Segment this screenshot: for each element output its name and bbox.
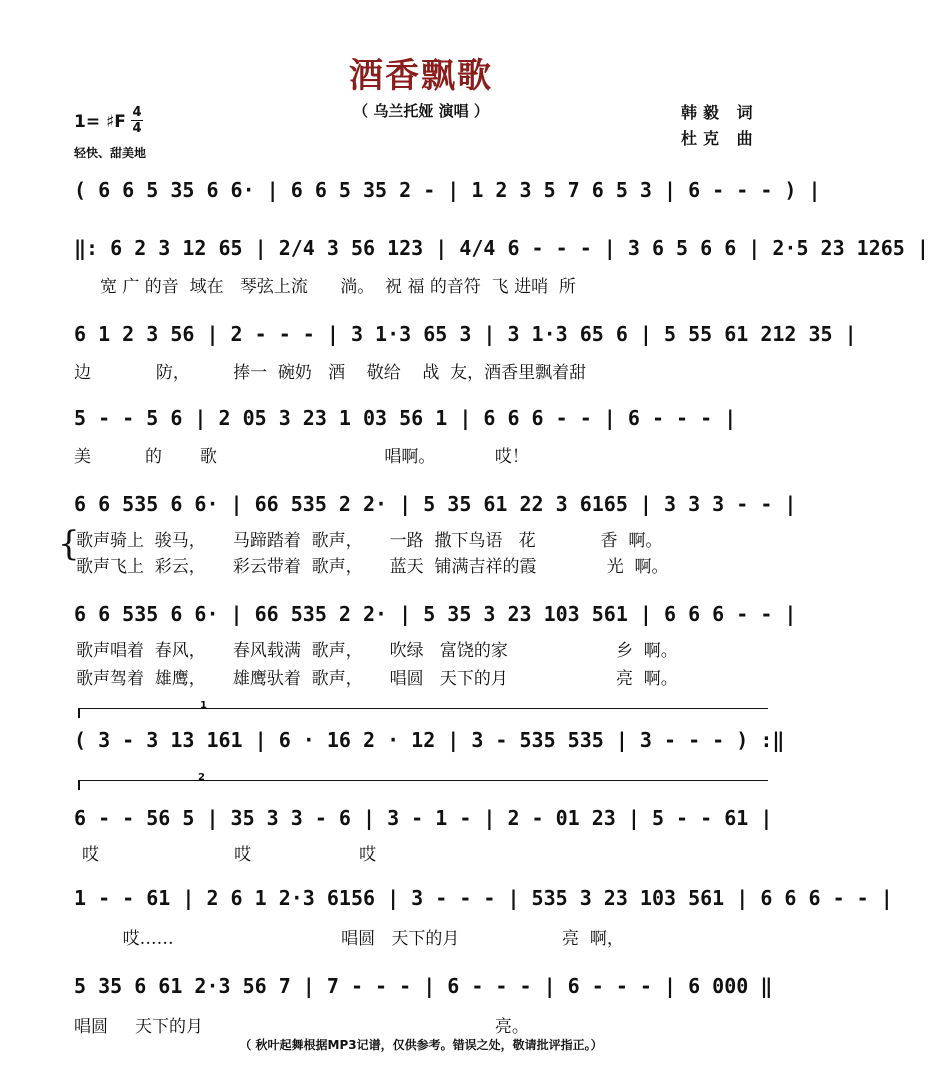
second-ending-bracket xyxy=(78,780,768,781)
transcription-note: （ 秋叶起舞根据MP3记谱，仅供参考。错误之处，敬请批评指正。） xyxy=(239,1038,603,1052)
first-ending-bracket xyxy=(78,708,768,709)
lyric-line-4: 美 的 歌 唱啊。 哎！ xyxy=(74,447,529,467)
notation-line-9: 1 - - 61 | 2 6 1 2·3 6156 | 3 - - - | 535 3 23 103 561 | 6 6 6 - - | xyxy=(74,886,893,910)
lyric-line-5a: 歌声骑上 骏马， 马蹄踏着 歌声， 一路 撒下鸟语 花 香 啊。 xyxy=(76,531,663,551)
time-signature xyxy=(131,106,143,135)
second-ending-number: 2 xyxy=(198,772,205,783)
meter-bottom: 4 xyxy=(132,121,142,136)
key-signature: 1= ♯F xyxy=(74,112,126,132)
notation-line-3: 6 1 2 3 56 | 2 - - - | 3 1·3 65 3 | 3 1·3 65 6 | 5 55 61 212 35 | xyxy=(74,322,857,346)
tempo-marking: 轻快、甜美地 xyxy=(74,146,147,160)
lyricist-credit: 韩毅 词 xyxy=(681,103,759,122)
notation-line-1: ( 6 6 5 35 6 6· | 6 6 5 35 2 - | 1 2 3 5 7 6 5 3 | 6 - - - ) | xyxy=(74,178,821,202)
notation-line-10: 5 35 6 61 2·3 56 7 | 7 - - - | 6 - - - | 6 - - - | 6 000 ‖ xyxy=(74,974,773,998)
lyric-line-5b: 歌声飞上 彩云， 彩云带着 歌声， 蓝天 铺满吉祥的霞 光 啊。 xyxy=(76,557,669,577)
singer-credit: （ 乌兰托娅 演唱 ） xyxy=(353,102,489,120)
notation-line-6: 6 6 535 6 6· | 66 535 2 2· | 5 35 3 23 103 561 | 6 6 6 - - | xyxy=(74,602,797,626)
composer-credit: 杜克 曲 xyxy=(681,129,759,148)
lyric-line-6b: 歌声驾着 雄鹰， 雄鹰驮着 歌声， 唱圆 天下的月 亮 啊。 xyxy=(76,669,678,689)
notation-line-7: ( 3 - 3 13 161 | 6 · 16 2 · 12 | 3 - 535 535 | 3 - - - ) :‖ xyxy=(74,728,785,752)
verse-brace: { xyxy=(58,524,80,564)
first-ending-number: 1 xyxy=(200,700,207,711)
notation-line-2: ‖: 6 2 3 12 65 | 2/4 3 56 123 | 4/4 6 - - - | 3 6 5 6 6 | 2·5 23 1265 | xyxy=(74,236,929,260)
song-title: 酒香飘歌 xyxy=(349,56,493,96)
lyric-line-6a: 歌声唱着 春风， 春风载满 歌声， 吹绿 富饶的家 乡 啊。 xyxy=(76,641,678,661)
lyric-line-8: 哎 哎 哎 xyxy=(82,845,377,865)
meter-top: 4 xyxy=(132,105,142,120)
notation-line-5: 6 6 535 6 6· | 66 535 2 2· | 5 35 61 22 3 6165 | 3 3 3 - - | xyxy=(74,492,797,516)
notation-line-4: 5 - - 5 6 | 2 05 3 23 1 03 56 1 | 6 6 6 - - | 6 - - - | xyxy=(74,406,737,430)
lyric-line-10: 唱圆 天下的月 亮。 xyxy=(74,1017,529,1037)
notation-line-8: 6 - - 56 5 | 35 3 3 - 6 | 3 - 1 - | 2 - 01 23 | 5 - - 61 | xyxy=(74,806,773,830)
lyric-line-3: 边 防， 捧一 碗奶 酒 敬给 战 友，酒香里飘着甜 xyxy=(74,363,587,383)
lyric-line-9: 哎…… 唱圆 天下的月 亮 啊， xyxy=(74,929,624,949)
lyric-line-2: 宽 广 的音 域在 琴弦上流 淌。 祝 福 的音符 飞 进哨 所 xyxy=(100,277,576,297)
